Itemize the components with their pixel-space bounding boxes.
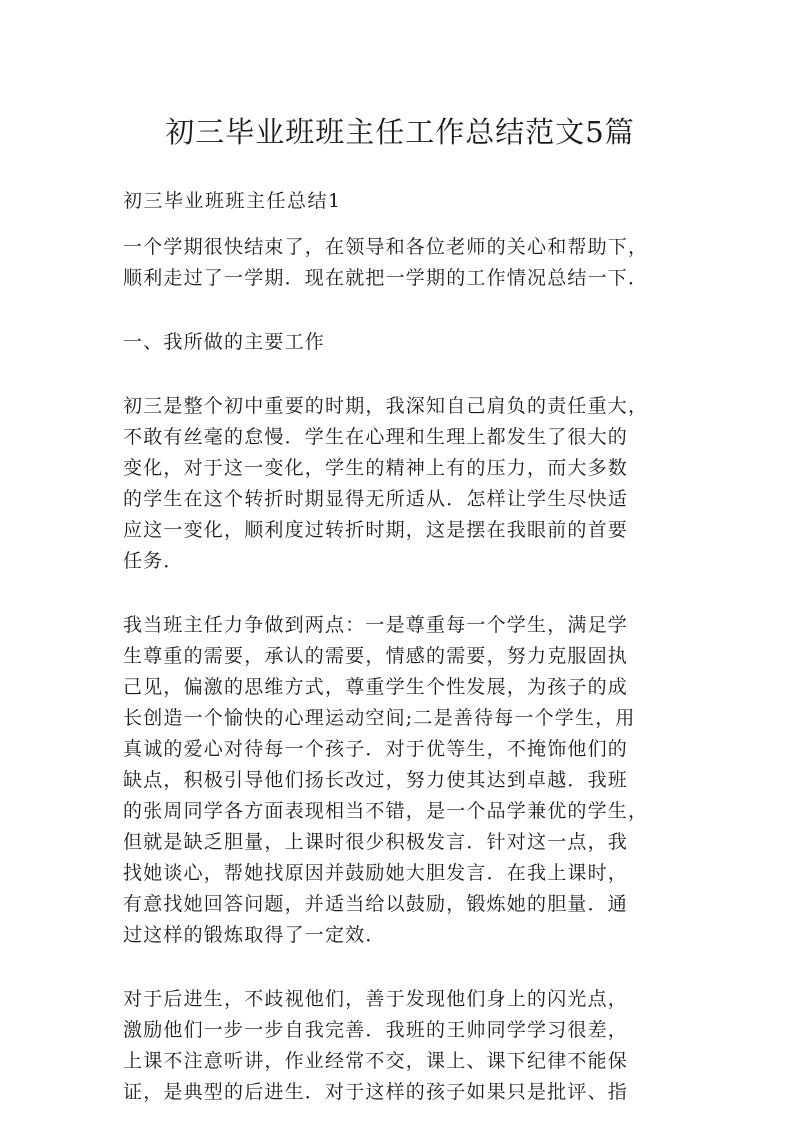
paragraph [123, 984, 683, 1108]
paragraph-line: 变化，对于这一变化，学生的精神上有的压力，而大多数 [123, 457, 629, 479]
paragraph-line: 任务． [123, 550, 184, 572]
document-body [123, 232, 683, 1141]
document-subtitle: 初三毕业班班主任总结1 [123, 190, 342, 212]
paragraph-line: 的张周同学各方面表现相当不错，是一个品学兼优的学生， [123, 800, 649, 822]
paragraph-line: 长创造一个愉快的心理运动空间;二是善待每一个学生，用 [123, 707, 636, 729]
paragraph-line: 有意找她回答问题，并适当给以鼓励，锻炼她的胆量．通 [123, 893, 629, 915]
paragraph-line: 我当班主任力争做到两点：一是尊重每一个学生，满足学 [123, 614, 629, 636]
paragraph-line: 己见，偏激的思维方式，尊重学生个性发展，为孩子的成 [123, 676, 629, 698]
paragraph-line: 对于后进生，不歧视他们，善于发现他们身上的闪光点， [123, 988, 629, 1010]
paragraph-line: 顺利走过了一学期．现在就把一学期的工作情况总结一下． [123, 267, 649, 289]
paragraph-line: 真诚的爱心对待每一个孩子．对于优等生，不掩饰他们的 [123, 738, 629, 760]
paragraph-line: 激励他们一步一步自我完善．我班的王帅同学学习很差， [123, 1019, 629, 1041]
paragraph-line: 上课不注意听讲，作业经常不交，课上、课下纪律不能保 [123, 1050, 629, 1072]
paragraph-line: 初三是整个初中重要的时期，我深知自己肩负的责任重大， [123, 395, 649, 417]
paragraph-line: 找她谈心，帮她找原因并鼓励她大胆发言．在我上课时， [123, 862, 629, 884]
paragraph-line: 过这样的锻炼取得了一定效． [123, 924, 386, 946]
paragraph-line: 生尊重的需要，承认的需要，情感的需要，努力克服固执 [123, 645, 629, 667]
paragraph-line: 缺点，积极引导他们扬长改过，努力使其达到卓越．我班 [123, 769, 629, 791]
paragraph-line: 但就是缺乏胆量，上课时很少积极发言．针对这一点，我 [123, 831, 629, 853]
paragraph-line: 应这一变化，顺利度过转折时期，这是摆在我眼前的首要 [123, 519, 629, 541]
document-title: 初三毕业班班主任工作总结范文5篇 [165, 115, 635, 149]
paragraph-line: 的学生在这个转折时期显得无所适从．怎样让学生尽快适 [123, 488, 629, 510]
paragraph-line: 不敢有丝毫的怠慢．学生在心理和生理上都发生了很大的 [123, 426, 629, 448]
paragraph [123, 391, 683, 577]
paragraph-line: 一个学期很快结束了，在领导和各位老师的关心和帮助下， [123, 236, 649, 258]
paragraph [123, 610, 683, 951]
paragraph [123, 327, 683, 358]
paragraph-line: 证，是典型的后进生．对于这样的孩子如果只是批评、指 [123, 1081, 629, 1103]
paragraph [123, 232, 683, 294]
paragraph-line: 一、我所做的主要工作 [123, 331, 326, 353]
